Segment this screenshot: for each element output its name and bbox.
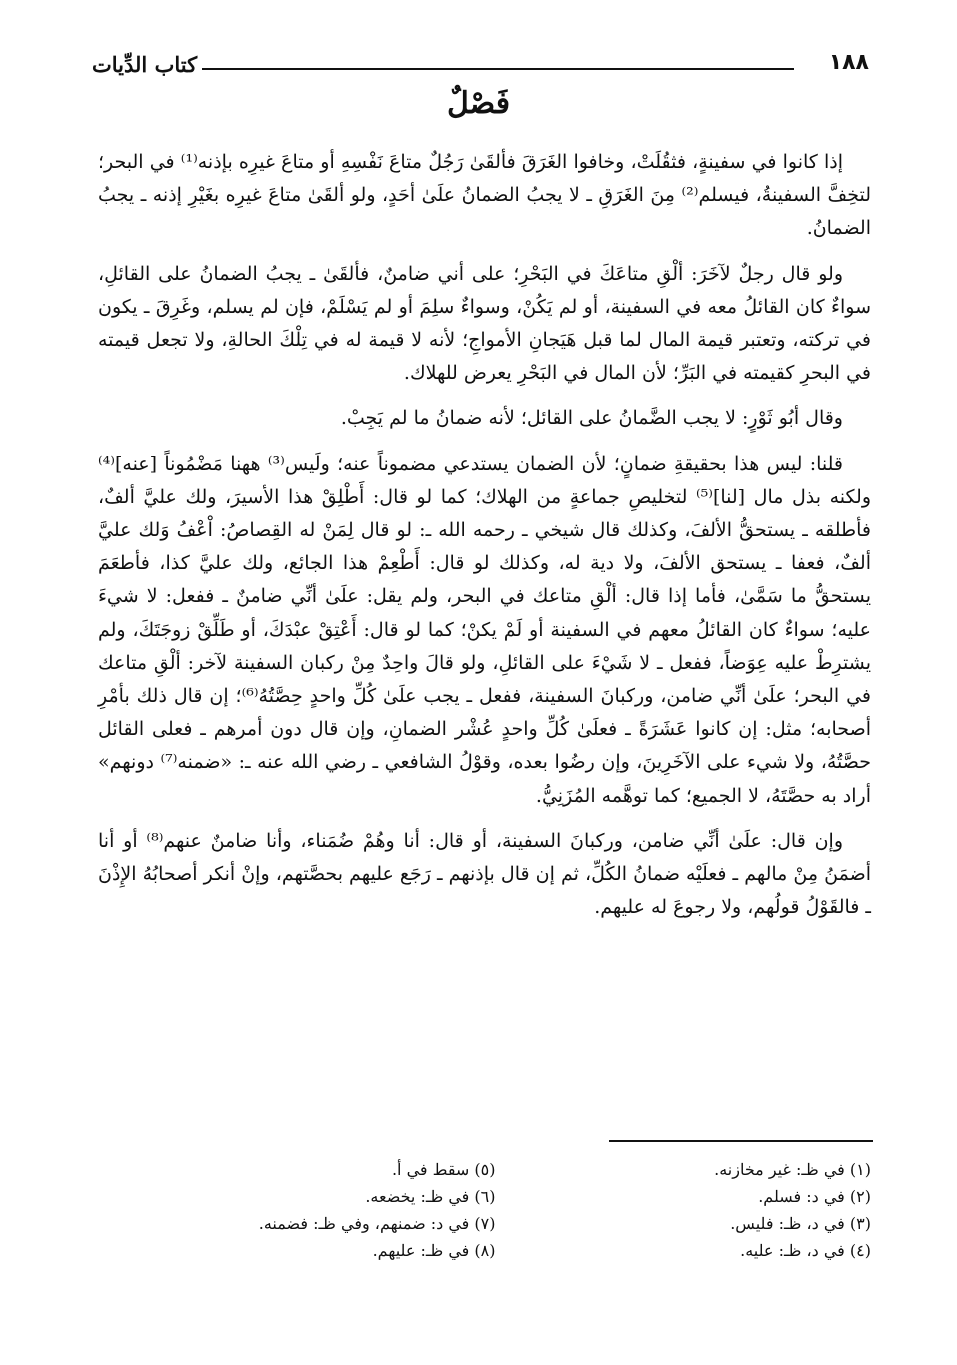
footnote-rule <box>609 1140 873 1142</box>
footnote: (٨) في ظـ: عليهم. <box>372 1241 496 1260</box>
footnotes <box>120 1156 871 1264</box>
page-number: ١٨٨ <box>828 50 869 75</box>
footnotes-right-column <box>496 1156 872 1264</box>
body-text <box>98 146 871 936</box>
section-title: فَصْلٌ <box>446 86 511 121</box>
footnote: (٣) في د، ظـ: فليس. <box>730 1214 871 1233</box>
paragraph: وقال أبُو ثَوْرٍ: لا يجب الضَّمانُ على القائل؛ لأنه ضمانُ ما لم يَجِبْ. <box>340 407 843 430</box>
paragraph: وإن قال: علَىٰ أنِّي ضامن، وركبانَ السفينة، أو قال: أنا وهُمْ ضُمَناء، وأنا ضامنٌ عنهم⁽⁸⁾ أو أنا أضمَنُ مِنْ مالهم ـ فعلَيْه ضمانُ الكُلِّ، ثم إن قال بإذنهم ـ رَجَع عليهم بحصَّتهم، وإنْ أنكر أصحابُهُ الإِذْنَ ـ فالقَوْلُ قولُهم، ولا رجوعَ له عليهم. <box>98 829 871 919</box>
footnotes-left-column <box>120 1156 496 1264</box>
footnote: (٢) في د: فسلم. <box>758 1187 871 1206</box>
running-header <box>92 50 869 86</box>
footnote: (٧) في د: ضمنهم، وفي ظـ: فضمنه. <box>258 1214 496 1233</box>
paragraph: قلنا: ليس هذا بحقيقةِ ضمانٍ؛ لأن الضمان يستدعي مضموناً عنه؛ ولَيس⁽³⁾ ههنا مَضْمُوناً [عنه]⁽⁴⁾ ولكنه بذل مال [لنا]⁽⁵⁾ لتخليصِ جماعةٍ من الهلاك؛ كما لو قال: أَطْلِقْ هذا الأسيرَ، ولك عليَّ ألفٌ، فأطلقه ـ يستحقُّ الألفَ، وكذلك قال شيخي ـ رحمه الله ـ: لو قال لِمَنْ له القِصاصُ: اْعْفُ وَلك عليَّ ألفٌ، فعفا ـ يستحق الألفَ، ولا دية له، وكذلك لو قال: أَطْعِمْ هذا الجائع، ولك عليَّ كذا، فأطعَمَ يستحقُّ ما سَمَّىٰ، فأما إذا قال: ألْقِ متاعك في البحر، ولم يقل: علَىٰ أنِّي ضامنٌ ـ ففعل: لا شيءَ عليه؛ سواءٌ كان القائلُ معهم في السفينة أو لَمْ يكنْ؛ كما لو قال: أَعْتِقْ عبْدَكَ، أو طَلِّقْ زوجَتَكَ، ولم يشترِطْ عليه عِوَضاً، ففعل ـ لا شَيْءَ على القائلِ، ولو قالَ واحِدٌ مِنْ ركبان السفينة لآخر: ألْقِ متاعك في البحر؛ علَىٰ أنِّي ضامن، وركبانَ السفينة، ففعل ـ يجب علَىٰ كُلِّ واحدٍ حِصَّتُهُ⁽⁶⁾؛ إن قال ذلك بأمْرِ أصحابه؛ مثل: إن كانوا عَشَرَةً ـ فعلَىٰ كُلِّ واحدٍ عُشْر الضمانِ، وإن قال دون أمرهم ـ فعلى القائل حصَّتُهُ، ولا شيء على الآخَرِينَ، وإن رضُوا بعده، وقوْلُ الشافعي ـ رضي الله عنه ـ: «ضمنه⁽⁷⁾ دونهم» أراد به حصَّتَهُ، لا الجميع؛ كما توهَّمه المُزَنِيُّ. <box>98 452 871 807</box>
footnote: (١) في ظـ: غير مخازنه. <box>714 1160 871 1179</box>
header-rule <box>202 68 794 70</box>
footnote: (٥) سقط في أ. <box>391 1160 496 1179</box>
running-title: كتاب الدِّيات <box>92 52 198 77</box>
paragraph: إذا كانوا في سفينةٍ، فثقُلَتْ، وخافوا الغَرَقَ فألقَىٰ رَجُلٌ متاعَ نَفْسِهِ أو متاعَ غيرِه بإذنه⁽¹⁾ في البحر؛ لتخِفَّ السفينةُ، فيسلم⁽²⁾ مِنَ الغَرَقِ ـ لا يجبُ الضمانُ علَىٰ أحَدٍ، ولو ألقَىٰ متاعَ غيرِه بغَيْرِ إذنه ـ يجبُ الضمانُ. <box>98 151 871 240</box>
paragraph: ولو قال رجلٌ لآخَرَ: ألْقِ متاعَكَ في البَحْرِ؛ على أني ضامنٌ، فألقَىٰ ـ يجبُ الضمانُ على القائلِ، سواءٌ كان القائلُ معه في السفينة، أو لم يَكُنْ، وسواءٌ سلِمَ أو لم يَسْلَمْ، فإن لم يسلم، وغَرِقَ ـ يكون في تركته، وتعتبر قيمة المال لما قبل هَيَجانِ الأمواجِ؛ لأنه لا قيمة له في تِلْكَ الحالةِ، ولا تجعل قيمته في البحرِ كقيمته في البَرِّ؛ لأن المال في البَحْرِ يعرض للهلاك. <box>98 262 871 385</box>
footnote: (٦) في ظـ: يخضعه. <box>365 1187 496 1206</box>
footnote: (٤) في د، ظـ: عليه. <box>740 1241 871 1260</box>
